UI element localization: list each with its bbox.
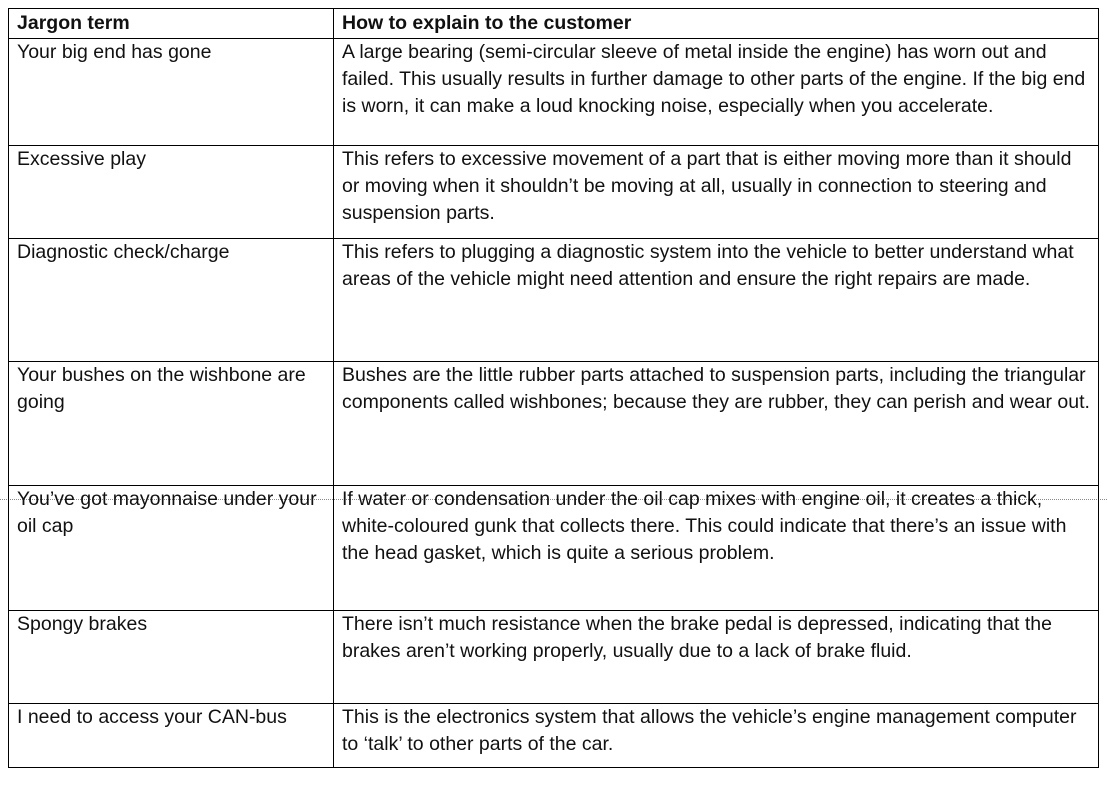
explanation-cell: Bushes are the little rubber parts attached to suspension parts, including the triangular components called wishbones; because they are rubber, they can perish and wear out. xyxy=(334,362,1099,486)
explanation-cell: This refers to excessive movement of a part that is either moving more than it should or moving when it shouldn’t be moving at all, usually in connection to steering and suspension parts. xyxy=(334,146,1099,239)
table-row xyxy=(9,486,1099,611)
table-row xyxy=(9,611,1099,704)
header-explanation: How to explain to the customer xyxy=(334,9,1099,39)
jargon-term-cell: Diagnostic check/charge xyxy=(9,239,334,362)
table-row xyxy=(9,704,1099,768)
jargon-term-cell: Spongy brakes xyxy=(9,611,334,704)
jargon-term-cell: You’ve got mayonnaise under your oil cap xyxy=(9,486,334,611)
explanation-cell: If water or condensation under the oil cap mixes with engine oil, it creates a thick, white-coloured gunk that collects there. This could indicate that there’s an issue with the head gasket, which is quite a serious problem. xyxy=(334,486,1099,611)
explanation-cell: This refers to plugging a diagnostic system into the vehicle to better understand what areas of the vehicle might need attention and ensure the right repairs are made. xyxy=(334,239,1099,362)
header-row xyxy=(9,9,1099,39)
explanation-cell: This is the electronics system that allows the vehicle’s engine management computer to ‘talk’ to other parts of the car. xyxy=(334,704,1099,768)
table-row xyxy=(9,146,1099,239)
jargon-table xyxy=(8,8,1099,768)
explanation-cell: A large bearing (semi-circular sleeve of metal inside the engine) has worn out and failed. This usually results in further damage to other parts of the engine. If the big end is worn, it can make a loud knocking noise, especially when you accelerate. xyxy=(334,39,1099,146)
header-jargon-term: Jargon term xyxy=(9,9,334,39)
table-row xyxy=(9,362,1099,486)
jargon-term-cell: Excessive play xyxy=(9,146,334,239)
jargon-term-cell: Your bushes on the wishbone are going xyxy=(9,362,334,486)
jargon-term-cell: Your big end has gone xyxy=(9,39,334,146)
table-row xyxy=(9,239,1099,362)
table-row xyxy=(9,39,1099,146)
jargon-term-cell: I need to access your CAN-bus xyxy=(9,704,334,768)
explanation-cell: There isn’t much resistance when the brake pedal is depressed, indicating that the brakes aren’t working properly, usually due to a lack of brake fluid. xyxy=(334,611,1099,704)
